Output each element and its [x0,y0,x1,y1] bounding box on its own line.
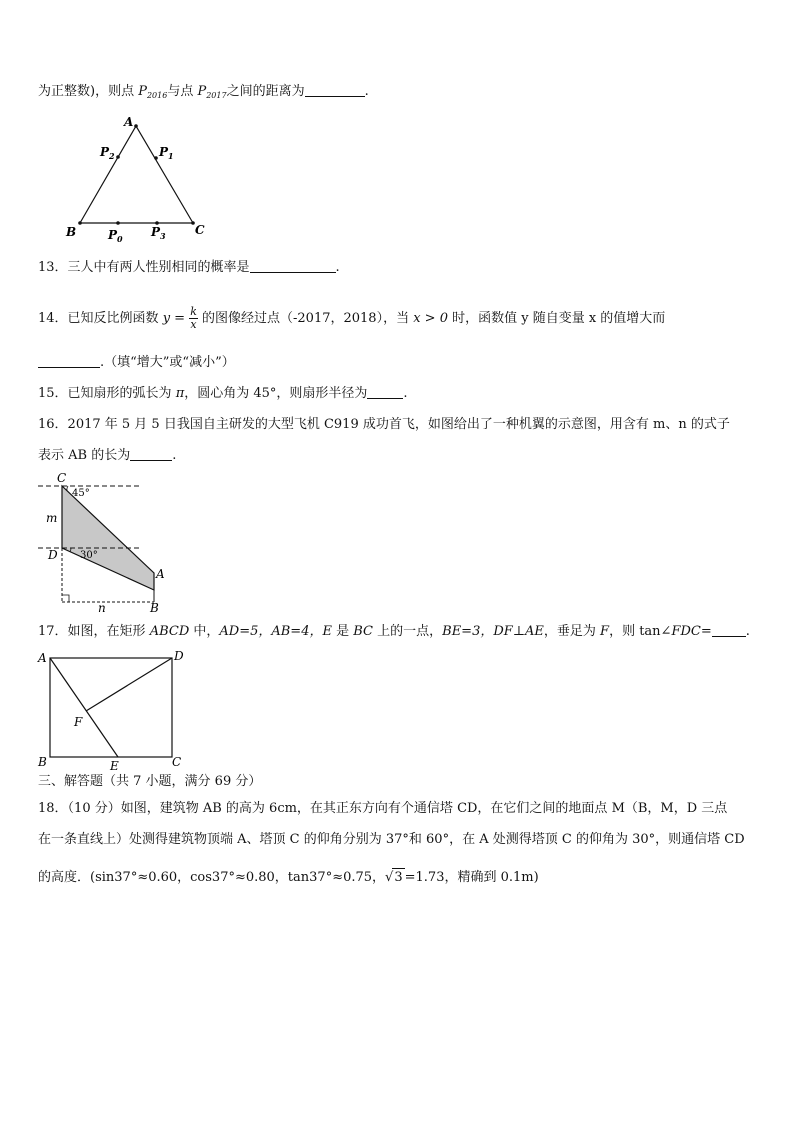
label-d: D [174,649,184,663]
label-c: C [195,223,205,237]
answer-blank-15[interactable] [367,386,403,399]
question-17: 17．如图，在矩形 ABCD 中，AD=5，AB=4，E 是 BC 上的一点，BE=3，DF⊥AE，垂足为 F，则 tan∠FDC= . [38,624,750,639]
answer-blank-12[interactable] [305,84,365,97]
label-b: B [38,755,47,769]
section-3-heading: 三、解答题（共 7 小题，满分 69 分） [38,774,262,789]
answer-blank-17[interactable] [712,624,746,637]
label-p1: $P_1$ [159,145,174,161]
point-p2017: $P_{2017}$ [197,84,227,100]
label-c: C [57,471,67,485]
fraction-k-over-x: $\frac{k}{x}$ [190,305,197,331]
answer-blank-16[interactable] [130,448,172,461]
triangle-figure-q12 [60,112,220,242]
label-a: A [124,115,134,129]
label-c: C [172,755,182,769]
label-angle-45: 45° [72,488,90,499]
segment-ae [50,658,118,757]
q12-tail-line: 为正整数)，则点 $P_{2016}$与点 $P_{2017}$之间的距离为 . [38,84,369,100]
point-p2016: $P_{2016}$ [138,84,168,100]
question-16-line2: 表示 AB 的长为 . [38,448,177,463]
rectangle-figure-q17 [36,648,196,772]
segment-df [86,658,172,711]
label-a: A [38,651,47,665]
label-m: m [46,511,58,525]
label-b: B [66,225,77,239]
label-n: n [98,601,106,615]
sqrt-symbol: √ [385,870,394,885]
question-14-line2: .（填“增大”或“减小”） [38,354,235,372]
angle-45-arc [67,486,68,491]
point-p0-dot [116,221,120,225]
question-18-line2: 在一条直线上）处测得建筑物顶端 A、塔顶 C 的仰角分别为 37°和 60°，在 A 处测得塔顶 C 的仰角为 30°，则通信塔 CD [38,832,745,847]
point-p1-dot [154,156,158,160]
question-15: 15．已知扇形的弧长为 π，圆心角为 45°，则扇形半径为 . [38,386,408,401]
label-d: D [48,548,58,562]
label-b: B [150,601,159,615]
answer-blank-13[interactable] [250,260,336,273]
question-18-line3: 的高度．(sin37°≈0.60，cos37°≈0.80，tan37°≈0.75，√3 =1.73，精确到 0.1m) [38,870,539,885]
label-p3: $P_3$ [151,225,166,241]
rectangle-abcd [50,658,172,757]
label-f: F [74,715,83,729]
label-p0: $P_0$ [108,228,123,242]
question-13: 13．三人中有两人性别相同的概率是 . [38,260,340,275]
answer-blank-14[interactable] [38,355,100,368]
label-p2: $P_2$ [100,145,115,161]
question-14: 14．已知反比例函数 y = $\frac{k}{x}$ 的图像经过点（-2017，2018），当 x > 0 时，函数值 y 随自变量 x 的值增大而 [38,305,666,331]
right-angle-mark [62,595,69,602]
vertex-a-dot [134,124,138,128]
vertex-b-dot [78,221,82,225]
point-p2-dot [116,155,120,159]
label-e: E [110,759,119,772]
wing-figure-q16 [38,470,178,615]
question-16-line1: 16．2017 年 5 月 5 日我国自主研发的大型飞机 C919 成功首飞，如图给出了一种机翼的示意图，用含有 m、n 的式子 [38,417,730,432]
edge-ab [80,126,136,223]
label-angle-30: 30° [80,550,98,561]
edge-ac [136,126,193,223]
wing-shape [62,486,154,590]
question-18-line1: 18．（10 分）如图，建筑物 AB 的高为 6cm，在其正东方向有个通信塔 CD，在它们之间的地面点 M（B，M，D 三点 [38,801,728,816]
label-a: A [156,567,165,581]
